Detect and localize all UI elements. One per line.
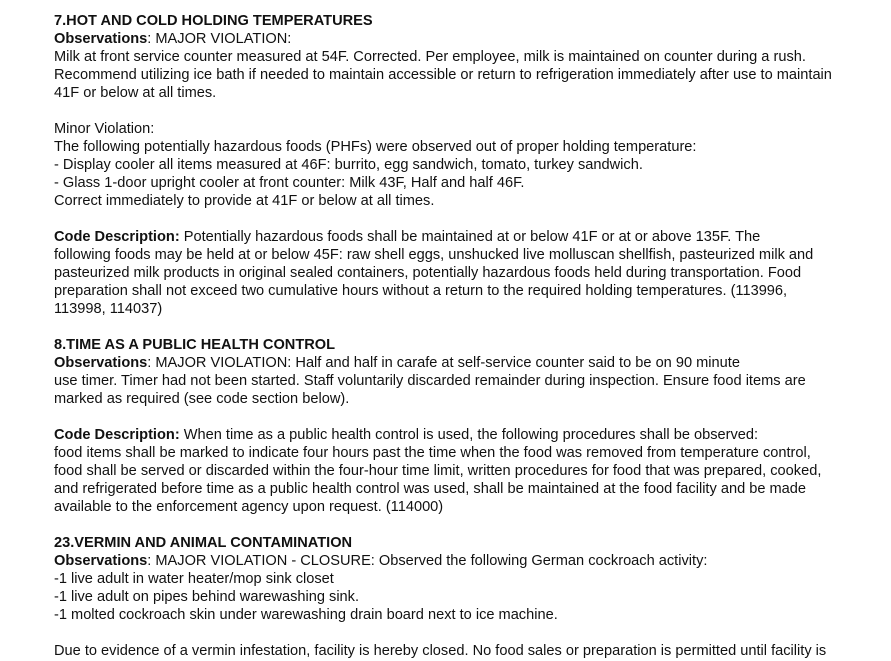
spacer xyxy=(54,516,891,534)
code-description-text: When time as a public health control is used, the following procedures shall be observed: xyxy=(179,427,759,443)
section-title: 8.TIME AS A PUBLIC HEALTH CONTROL xyxy=(54,337,336,353)
spacer xyxy=(54,102,891,120)
code-description-line: and refrigerated before time as a public health control was used, shall be maintained at the food facility and be made xyxy=(54,481,807,497)
code-description-line xyxy=(54,426,891,444)
code-description-label: Code Description: xyxy=(54,229,180,245)
code-description-line xyxy=(54,228,891,246)
code-description-line: 113998, 114037) xyxy=(54,301,163,317)
observation-line: -1 live adult on pipes behind warewashing sink. xyxy=(54,589,360,605)
spacer xyxy=(54,408,891,426)
observation-line: marked as required (see code section below). xyxy=(54,391,350,407)
code-description-text: Potentially hazardous foods shall be maintained at or below 41F or at or above 135F. The xyxy=(179,229,761,245)
observation-line: 41F or below at all times. xyxy=(54,85,217,101)
observation-line: -1 molted cockroach skin under warewashing drain board next to ice machine. xyxy=(54,607,558,623)
observation-line: Milk at front service counter measured at 54F. Corrected. Per employee, milk is maintained on counter during a rush. xyxy=(54,49,806,65)
closure-line: Due to evidence of a vermin infestation, facility is hereby closed. No food sales or preparation is permitted until facility is xyxy=(54,643,827,659)
code-description-label: Code Description: xyxy=(54,427,180,443)
observations-text: : MAJOR VIOLATION: Half and half in carafe at self-service counter said to be on 90 minute xyxy=(147,355,740,371)
code-description-line: preparation shall not exceed two cumulative hours without a return to the required holding temperatures. (113996, xyxy=(54,283,788,299)
observations-line xyxy=(54,30,891,48)
section-title: 7.HOT AND COLD HOLDING TEMPERATURES xyxy=(54,13,373,29)
code-description-line: pasteurized milk products in original sealed containers, potentially hazardous foods held during transportation. Food xyxy=(54,265,802,281)
observations-line xyxy=(54,354,891,372)
spacer xyxy=(54,318,891,336)
observations-text: : MAJOR VIOLATION - CLOSURE: Observed the following German cockroach activity: xyxy=(147,553,708,569)
minor-violation-line: Minor Violation: xyxy=(54,121,155,137)
observations-label: Observations xyxy=(54,553,148,569)
minor-violation-line: - Display cooler all items measured at 46F: burrito, egg sandwich, tomato, turkey sandwich. xyxy=(54,157,643,173)
code-description-line: food items shall be marked to indicate four hours past the time when the food was removed from temperature control, xyxy=(54,445,811,461)
observations-label: Observations xyxy=(54,355,148,371)
minor-violation-line: - Glass 1-door upright cooler at front counter: Milk 43F, Half and half 46F. xyxy=(54,175,525,191)
minor-violation-line: Correct immediately to provide at 41F or below at all times. xyxy=(54,193,435,209)
code-description-line: available to the enforcement agency upon request. (114000) xyxy=(54,499,444,515)
minor-violation-line: The following potentially hazardous foods (PHFs) were observed out of proper holding temperature: xyxy=(54,139,697,155)
code-description-line: following foods may be held at or below 45F: raw shell eggs, unshucked live molluscan shellfish, pasteurized milk and xyxy=(54,247,814,263)
observations-text: : MAJOR VIOLATION: xyxy=(147,31,292,47)
section-title: 23.VERMIN AND ANIMAL CONTAMINATION xyxy=(54,535,353,551)
code-description-line: food shall be served or discarded within the four-hour time limit, written procedures for food that was prepared, cooked, xyxy=(54,463,822,479)
observation-line: -1 live adult in water heater/mop sink closet xyxy=(54,571,334,587)
observations-label: Observations xyxy=(54,31,148,47)
spacer xyxy=(54,624,891,642)
spacer xyxy=(54,210,891,228)
observation-line: Recommend utilizing ice bath if needed to maintain accessible or return to refrigeration immediately after use to maintain xyxy=(54,67,832,83)
observations-line xyxy=(54,552,891,570)
observation-line: use timer. Timer had not been started. Staff voluntarily discarded remainder during inspection. Ensure food items are xyxy=(54,373,806,389)
